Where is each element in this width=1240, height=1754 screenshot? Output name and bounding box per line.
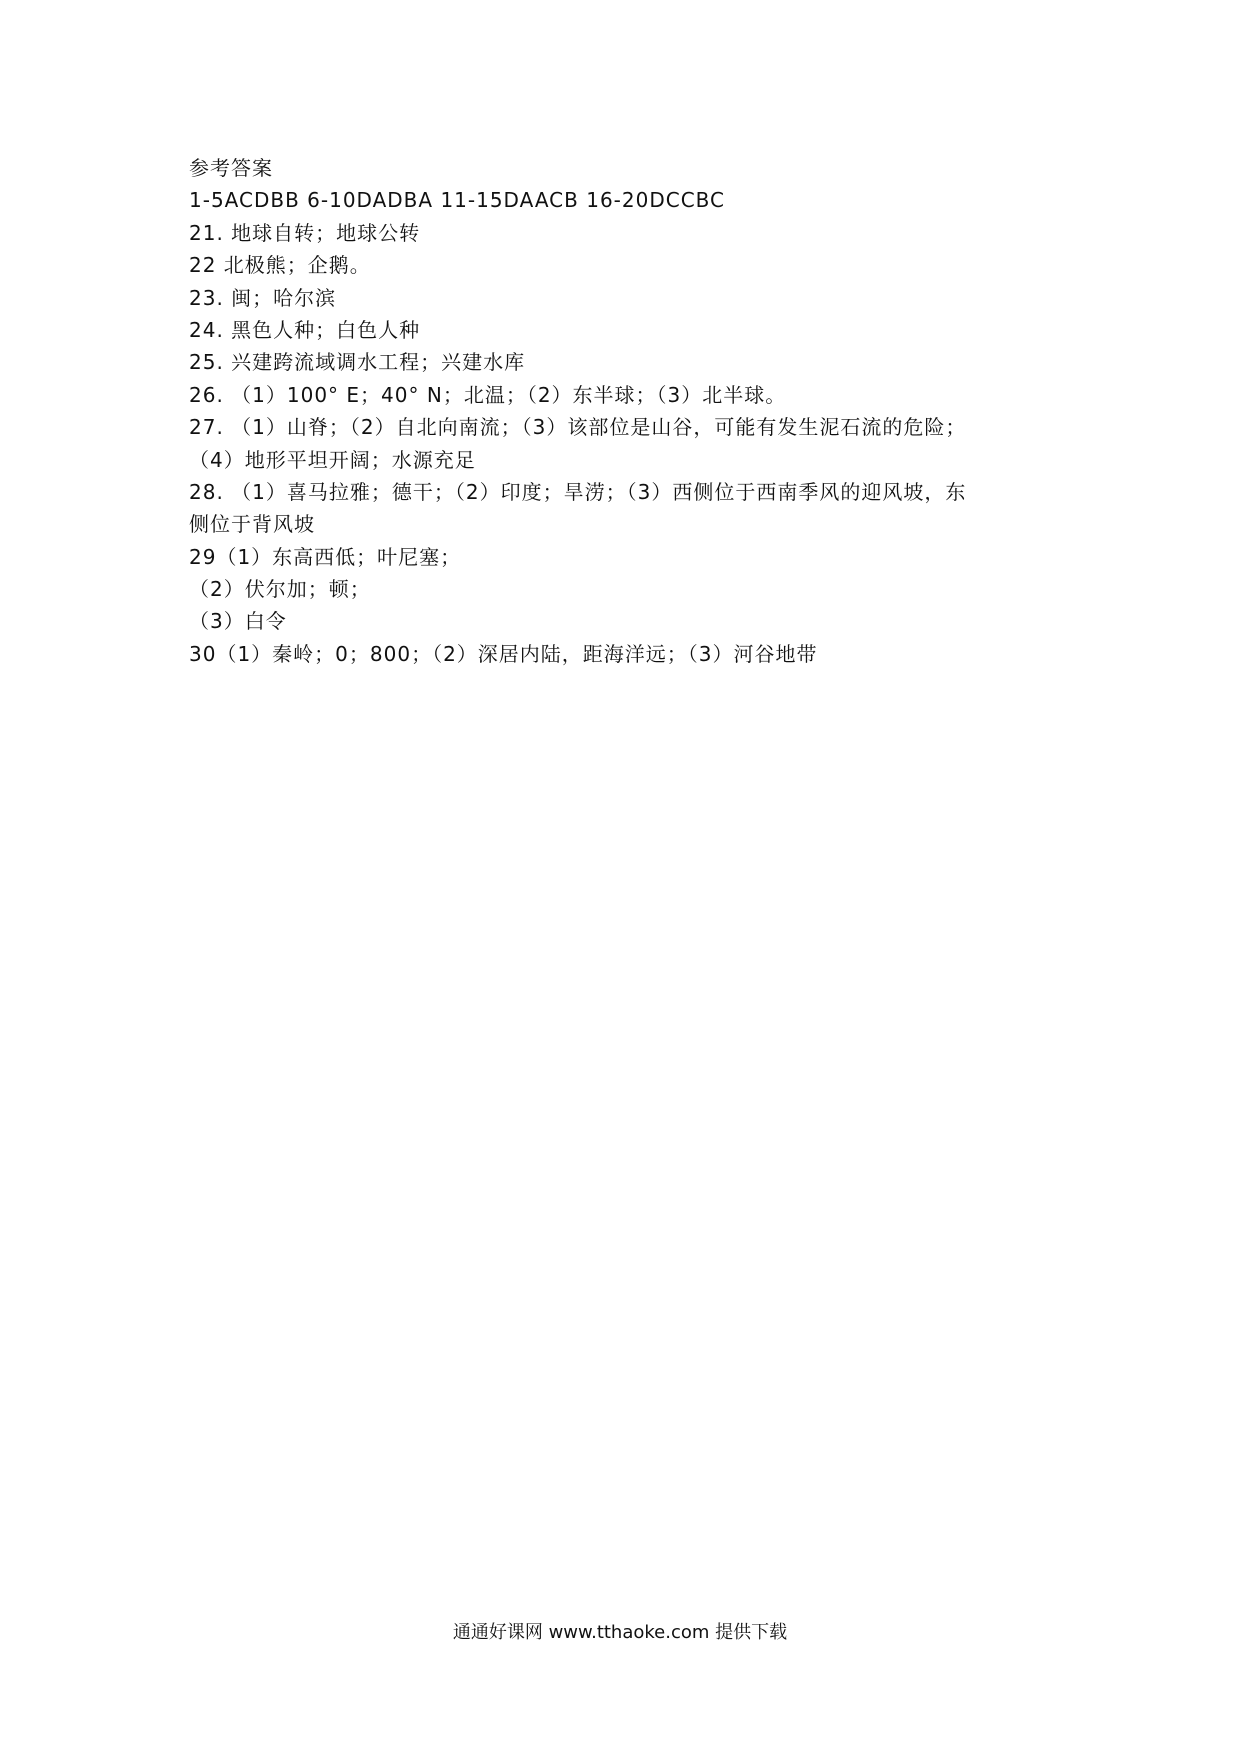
answer-line: 30（1）秦岭；0；800；（2）深居内陆，距海洋远；（3）河谷地带 bbox=[189, 641, 818, 666]
answer-line: （4）地形平坦开阔；水源充足 bbox=[189, 447, 476, 472]
answer-key bbox=[189, 152, 1069, 670]
answer-line: （2）伏尔加；顿； bbox=[189, 577, 371, 602]
answer-line: 22 北极熊；企鹅。 bbox=[189, 253, 371, 278]
answer-line: 29（1）东高西低；叶尼塞； bbox=[189, 544, 462, 569]
answer-line: 21. 地球自转；地球公转 bbox=[189, 220, 421, 245]
answer-line: 25. 兴建跨流域调水工程；兴建水库 bbox=[189, 350, 526, 375]
answer-line: 23. 闽；哈尔滨 bbox=[189, 285, 337, 310]
answer-line: 1-5ACDBB 6-10DADBA 11-15DAACB 16-20DCCBC bbox=[189, 188, 725, 213]
answer-line: （3）白令 bbox=[189, 609, 287, 634]
footer-source-text: 通通好课网 www.tthaoke.com 提供下载 bbox=[452, 1622, 788, 1643]
answer-line: 26. （1）100° E；40° N；北温；（2）东半球；（3）北半球。 bbox=[189, 382, 787, 407]
answer-heading: 参考答案 bbox=[189, 156, 273, 180]
answer-line: 24. 黑色人种；白色人种 bbox=[189, 317, 421, 342]
answer-line: 28. （1）喜马拉雅；德干；（2）印度；旱涝；（3）西侧位于西南季风的迎风坡，东 bbox=[189, 479, 967, 504]
answer-line: 侧位于背风坡 bbox=[189, 512, 315, 537]
answer-line: 27. （1）山脊；（2）自北向南流；（3）该部位是山谷，可能有发生泥石流的危险； bbox=[189, 415, 967, 440]
